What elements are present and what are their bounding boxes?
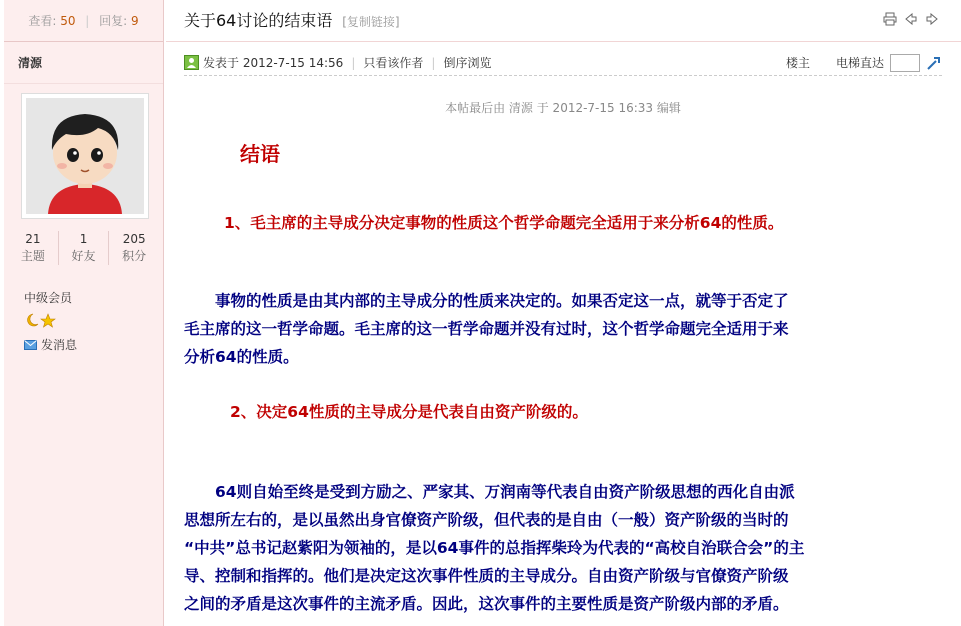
- count-label: 好友: [71, 249, 96, 263]
- paragraph-one-line-3: 分析64的性质。: [184, 348, 299, 366]
- count-friends[interactable]: [58, 231, 109, 265]
- author-sidebar: [4, 0, 164, 626]
- edit-note: 本帖最后由 清源 于 2012-7-15 16:33 编辑: [445, 101, 681, 115]
- title-actions: [883, 12, 939, 26]
- floor-label: 楼主: [785, 56, 810, 70]
- only-author-link[interactable]: 只看该作者: [363, 56, 424, 70]
- thread-title-bar: [166, 0, 961, 42]
- count-label: 积分: [122, 249, 147, 263]
- paragraph-two-line-2: 思想所左右的，是以虽然出身官僚资产阶级，但代表的是自由（一般）资产阶级的当时的: [184, 511, 789, 529]
- count-value: 21: [25, 232, 41, 246]
- send-message-label: 发消息: [41, 338, 78, 352]
- reverse-order-link[interactable]: 倒序浏览: [443, 56, 492, 70]
- paragraph-one-line-2: 毛主席的这一哲学命题。毛主席的这一哲学命题并没有过时，这个哲学命题完全适用于来: [184, 320, 789, 338]
- rank-stars: [24, 312, 163, 328]
- user-online-icon: [184, 55, 199, 70]
- mail-icon: [24, 340, 37, 350]
- avatar[interactable]: [21, 93, 149, 219]
- member-rank[interactable]: 中级会员: [24, 291, 73, 305]
- meta-divider: |: [431, 55, 436, 70]
- point-two: 2、决定64性质的主导成分是代表自由资产阶级的。: [230, 403, 588, 421]
- post-meta-bar: [184, 50, 942, 76]
- replies-count: 9: [131, 14, 139, 28]
- elevator-label: 电梯直达: [835, 56, 884, 70]
- meta-divider: |: [351, 55, 356, 70]
- stats-divider: |: [85, 14, 90, 28]
- count-label: 主题: [20, 249, 45, 263]
- post-heading: 结语: [240, 142, 280, 166]
- paragraph-two-line-3: “中共”总书记赵紫阳为领袖的，是以64事件的总指挥柴玲为代表的“高校自治联合会”的主: [184, 539, 805, 557]
- point-one: 1、毛主席的主导成分决定事物的性质这个哲学命题完全适用于来分析64的性质。: [224, 214, 784, 232]
- author-counts: [4, 231, 163, 265]
- prev-thread-icon[interactable]: [904, 12, 918, 26]
- count-topics[interactable]: [8, 231, 58, 265]
- thread-title: 关于64讨论的结束语: [184, 11, 333, 30]
- copy-link-button[interactable]: [复制链接]: [342, 15, 400, 29]
- go-arrow-icon[interactable]: [926, 55, 942, 71]
- author-name[interactable]: 清源: [4, 42, 163, 84]
- views-label: 查看:: [28, 14, 57, 28]
- count-value: 1: [79, 232, 88, 246]
- post-date: 发表于 2012-7-15 14:56: [203, 56, 344, 70]
- moon-star-icon: [24, 312, 58, 328]
- replies-label: 回复:: [99, 14, 128, 28]
- post-main: [166, 0, 961, 626]
- send-message-link[interactable]: [24, 336, 163, 353]
- avatar-image: [26, 98, 144, 214]
- elevator-input[interactable]: [890, 54, 920, 72]
- paragraph-two-line-1: 64则自始至终是受到方励之、严家其、万润南等代表自由资产阶级思想的西化自由派: [184, 483, 795, 501]
- count-value: 205: [122, 232, 146, 246]
- paragraph-one-line-1: 事物的性质是由其内部的主导成分的性质来决定的。如果否定这一点，就等于否定了: [184, 292, 789, 310]
- count-points[interactable]: [108, 231, 159, 265]
- thread-stats: [4, 0, 163, 42]
- next-thread-icon[interactable]: [925, 12, 939, 26]
- paragraph-two-line-4: 导、控制和指挥的。他们是决定这次事件性质的主导成分。自由资产阶级与官僚资产阶级: [184, 567, 789, 585]
- print-icon[interactable]: [883, 12, 897, 26]
- paragraph-two-line-5: 之间的矛盾是这次事件的主流矛盾。因此，这次事件的主要性质是资产阶级内部的矛盾。: [184, 595, 789, 613]
- floor-controls: [786, 54, 942, 72]
- views-count: 50: [60, 14, 76, 28]
